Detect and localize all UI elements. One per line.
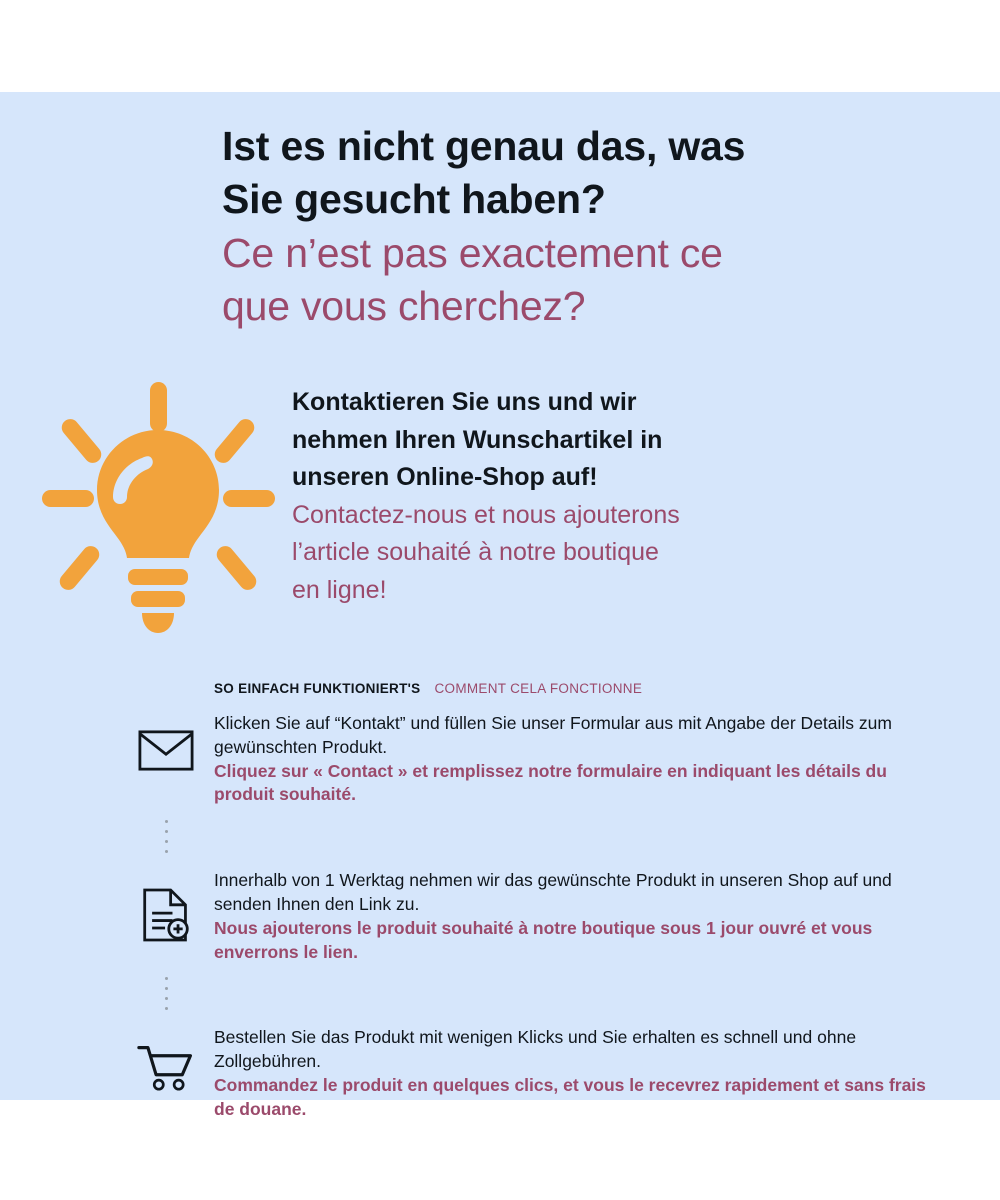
headline-de-line2: Sie gesucht haben? bbox=[222, 176, 606, 223]
step-item bbox=[118, 708, 948, 807]
headline-de-line1: Ist es nicht genau das, was bbox=[222, 123, 746, 169]
howto-steps bbox=[118, 708, 948, 1122]
headline-fr-line2: que vous cherchez? bbox=[222, 282, 586, 329]
subhead-block bbox=[292, 384, 892, 609]
step-fr: Commandez le produit en quelques clics, et vous le recevrez rapidement et sans frais de douane. bbox=[214, 1074, 926, 1119]
step-de: Bestellen Sie das Produkt mit wenigen Klicks und Sie erhalten es schnell und ohne Zollgebühren. bbox=[214, 1027, 857, 1072]
step-fr: Cliquez sur « Contact » et remplissez notre formulaire en indiquant les détails du produit souhaité. bbox=[214, 760, 887, 805]
step-text bbox=[214, 865, 948, 964]
subhead-de-line2: nehmen Ihren Wunschartikel in bbox=[292, 425, 663, 454]
subhead-de-line3: unseren Online-Shop auf! bbox=[292, 463, 598, 491]
envelope-icon bbox=[118, 708, 214, 771]
step-item bbox=[118, 1022, 948, 1121]
step-de: Innerhalb von 1 Werktag nehmen wir das gewünschte Produkt in unseren Shop auf und senden Ihnen den Link zu. bbox=[214, 870, 892, 914]
document-add-icon bbox=[118, 865, 214, 943]
subhead-fr-line2: l’article souhaité à notre boutique bbox=[292, 538, 659, 566]
step-text bbox=[214, 1022, 948, 1121]
howto-heading bbox=[214, 681, 642, 696]
subhead-de-line1: Kontaktieren Sie uns und wir bbox=[292, 388, 637, 416]
step-de: Klicken Sie auf “Kontakt” und füllen Sie unser Formular aus mit Angabe der Details zum gewünschten Produkt. bbox=[214, 713, 892, 757]
step-fr: Nous ajouterons le produit souhaité à notre boutique sous 1 jour ouvré et vous enverrons le lien. bbox=[214, 917, 873, 962]
subhead-fr-line1: Contactez-nous et nous ajouterons bbox=[292, 500, 680, 529]
subhead-fr-line3: en ligne! bbox=[292, 575, 387, 604]
step-item bbox=[118, 865, 948, 964]
step-connector-dots bbox=[118, 964, 214, 1022]
howto-heading-fr: COMMENT CELA FONCTIONNE bbox=[434, 681, 643, 696]
shopping-cart-icon bbox=[118, 1022, 214, 1091]
headline-fr-line1: Ce n’est pas exactement ce bbox=[222, 229, 723, 276]
step-connector-dots bbox=[118, 807, 214, 865]
headline-block bbox=[222, 120, 942, 333]
lightbulb-idea-icon bbox=[38, 382, 278, 647]
howto-heading-de: SO EINFACH FUNKTIONIERT'S bbox=[214, 681, 421, 696]
step-text bbox=[214, 708, 948, 807]
